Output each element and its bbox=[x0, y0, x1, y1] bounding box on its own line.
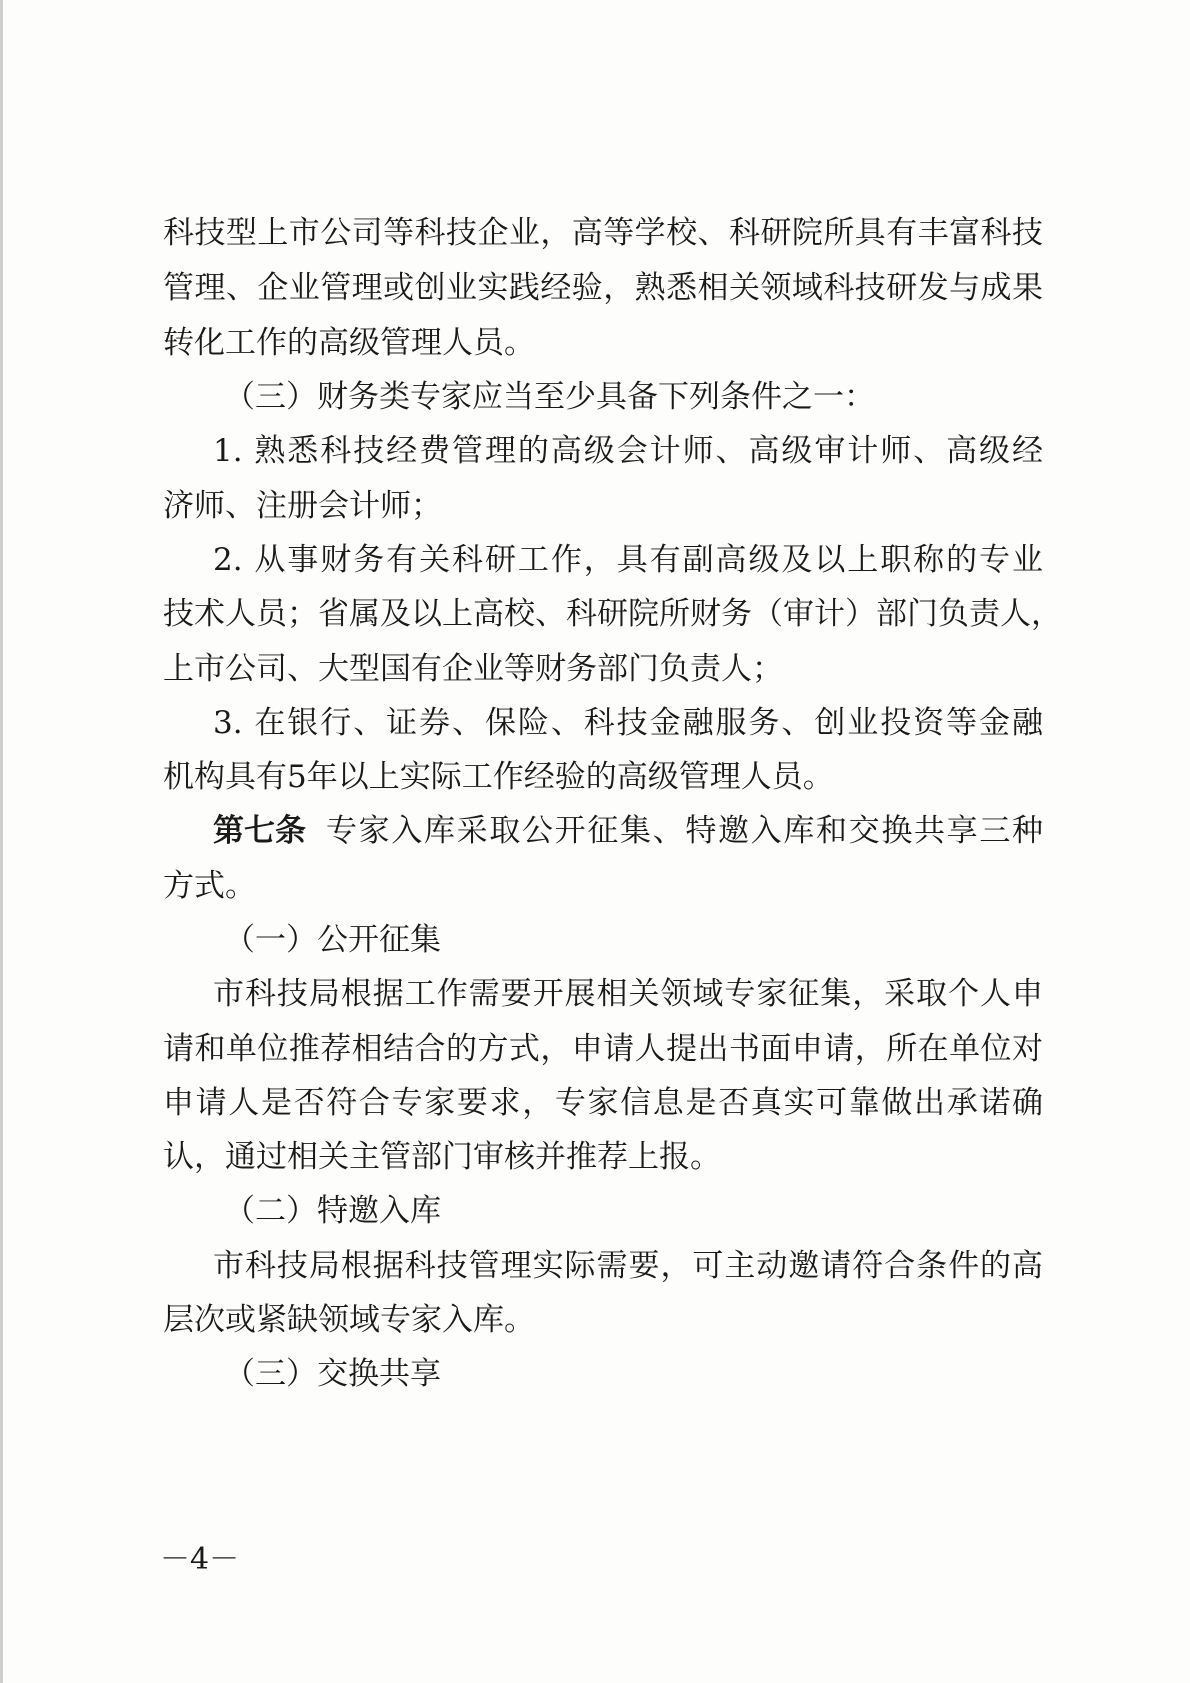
article-text: 专家入库采取公开征集、特邀入库和交换共享三种 bbox=[326, 813, 1043, 849]
text-line: 管理、企业管理或创业实践经验，熟悉相关领域科技研发与成果 bbox=[163, 270, 1043, 306]
text-line: 济师、注册会计师； bbox=[163, 488, 442, 524]
text-line: 层次或紧缺领域专家入库。 bbox=[163, 1302, 535, 1338]
list-item: 2. 从事财务有关科研工作，具有副高级及以上职称的专业 bbox=[213, 542, 1043, 578]
text-line: 申请人是否符合专家要求，专家信息是否真实可靠做出承诺确 bbox=[163, 1085, 1043, 1121]
text-line: 市科技局根据工作需要开展相关领域专家征集，采取个人申 bbox=[213, 976, 1043, 1012]
section-heading: （三）财务类专家应当至少具备下列条件之一： bbox=[224, 379, 875, 415]
list-item: 1. 熟悉科技经费管理的高级会计师、高级审计师、高级经 bbox=[213, 433, 1043, 469]
text-line: 方式。 bbox=[163, 868, 256, 904]
section-heading: （一）公开征集 bbox=[224, 922, 441, 958]
text-line: 请和单位推荐相结合的方式，申请人提出书面申请，所在单位对 bbox=[163, 1031, 1043, 1067]
text-line: 技术人员；省属及以上高校、科研院所财务（审计）部门负责人， bbox=[163, 596, 1062, 632]
article-paragraph bbox=[213, 811, 1043, 851]
text-line: 认，通过相关主管部门审核并推荐上报。 bbox=[163, 1139, 721, 1175]
list-item: 3. 在银行、证券、保险、科技金融服务、创业投资等金融 bbox=[213, 705, 1043, 741]
text-line: 上市公司、大型国有企业等财务部门负责人； bbox=[163, 651, 783, 687]
text-line: 转化工作的高级管理人员。 bbox=[163, 325, 535, 361]
article-label: 第七条 bbox=[213, 813, 306, 849]
text-line: 科技型上市公司等科技企业，高等学校、科研院所具有丰富科技 bbox=[163, 215, 1043, 251]
page-left-edge bbox=[0, 0, 3, 1683]
section-heading: （二）特邀入库 bbox=[224, 1193, 441, 1229]
page-number: －4－ bbox=[160, 1542, 240, 1577]
text-line: 机构具有5年以上实际工作经验的高级管理人员。 bbox=[163, 759, 834, 795]
section-heading: （三）交换共享 bbox=[224, 1356, 441, 1392]
text-line: 市科技局根据科技管理实际需要，可主动邀请符合条件的高 bbox=[213, 1248, 1043, 1284]
